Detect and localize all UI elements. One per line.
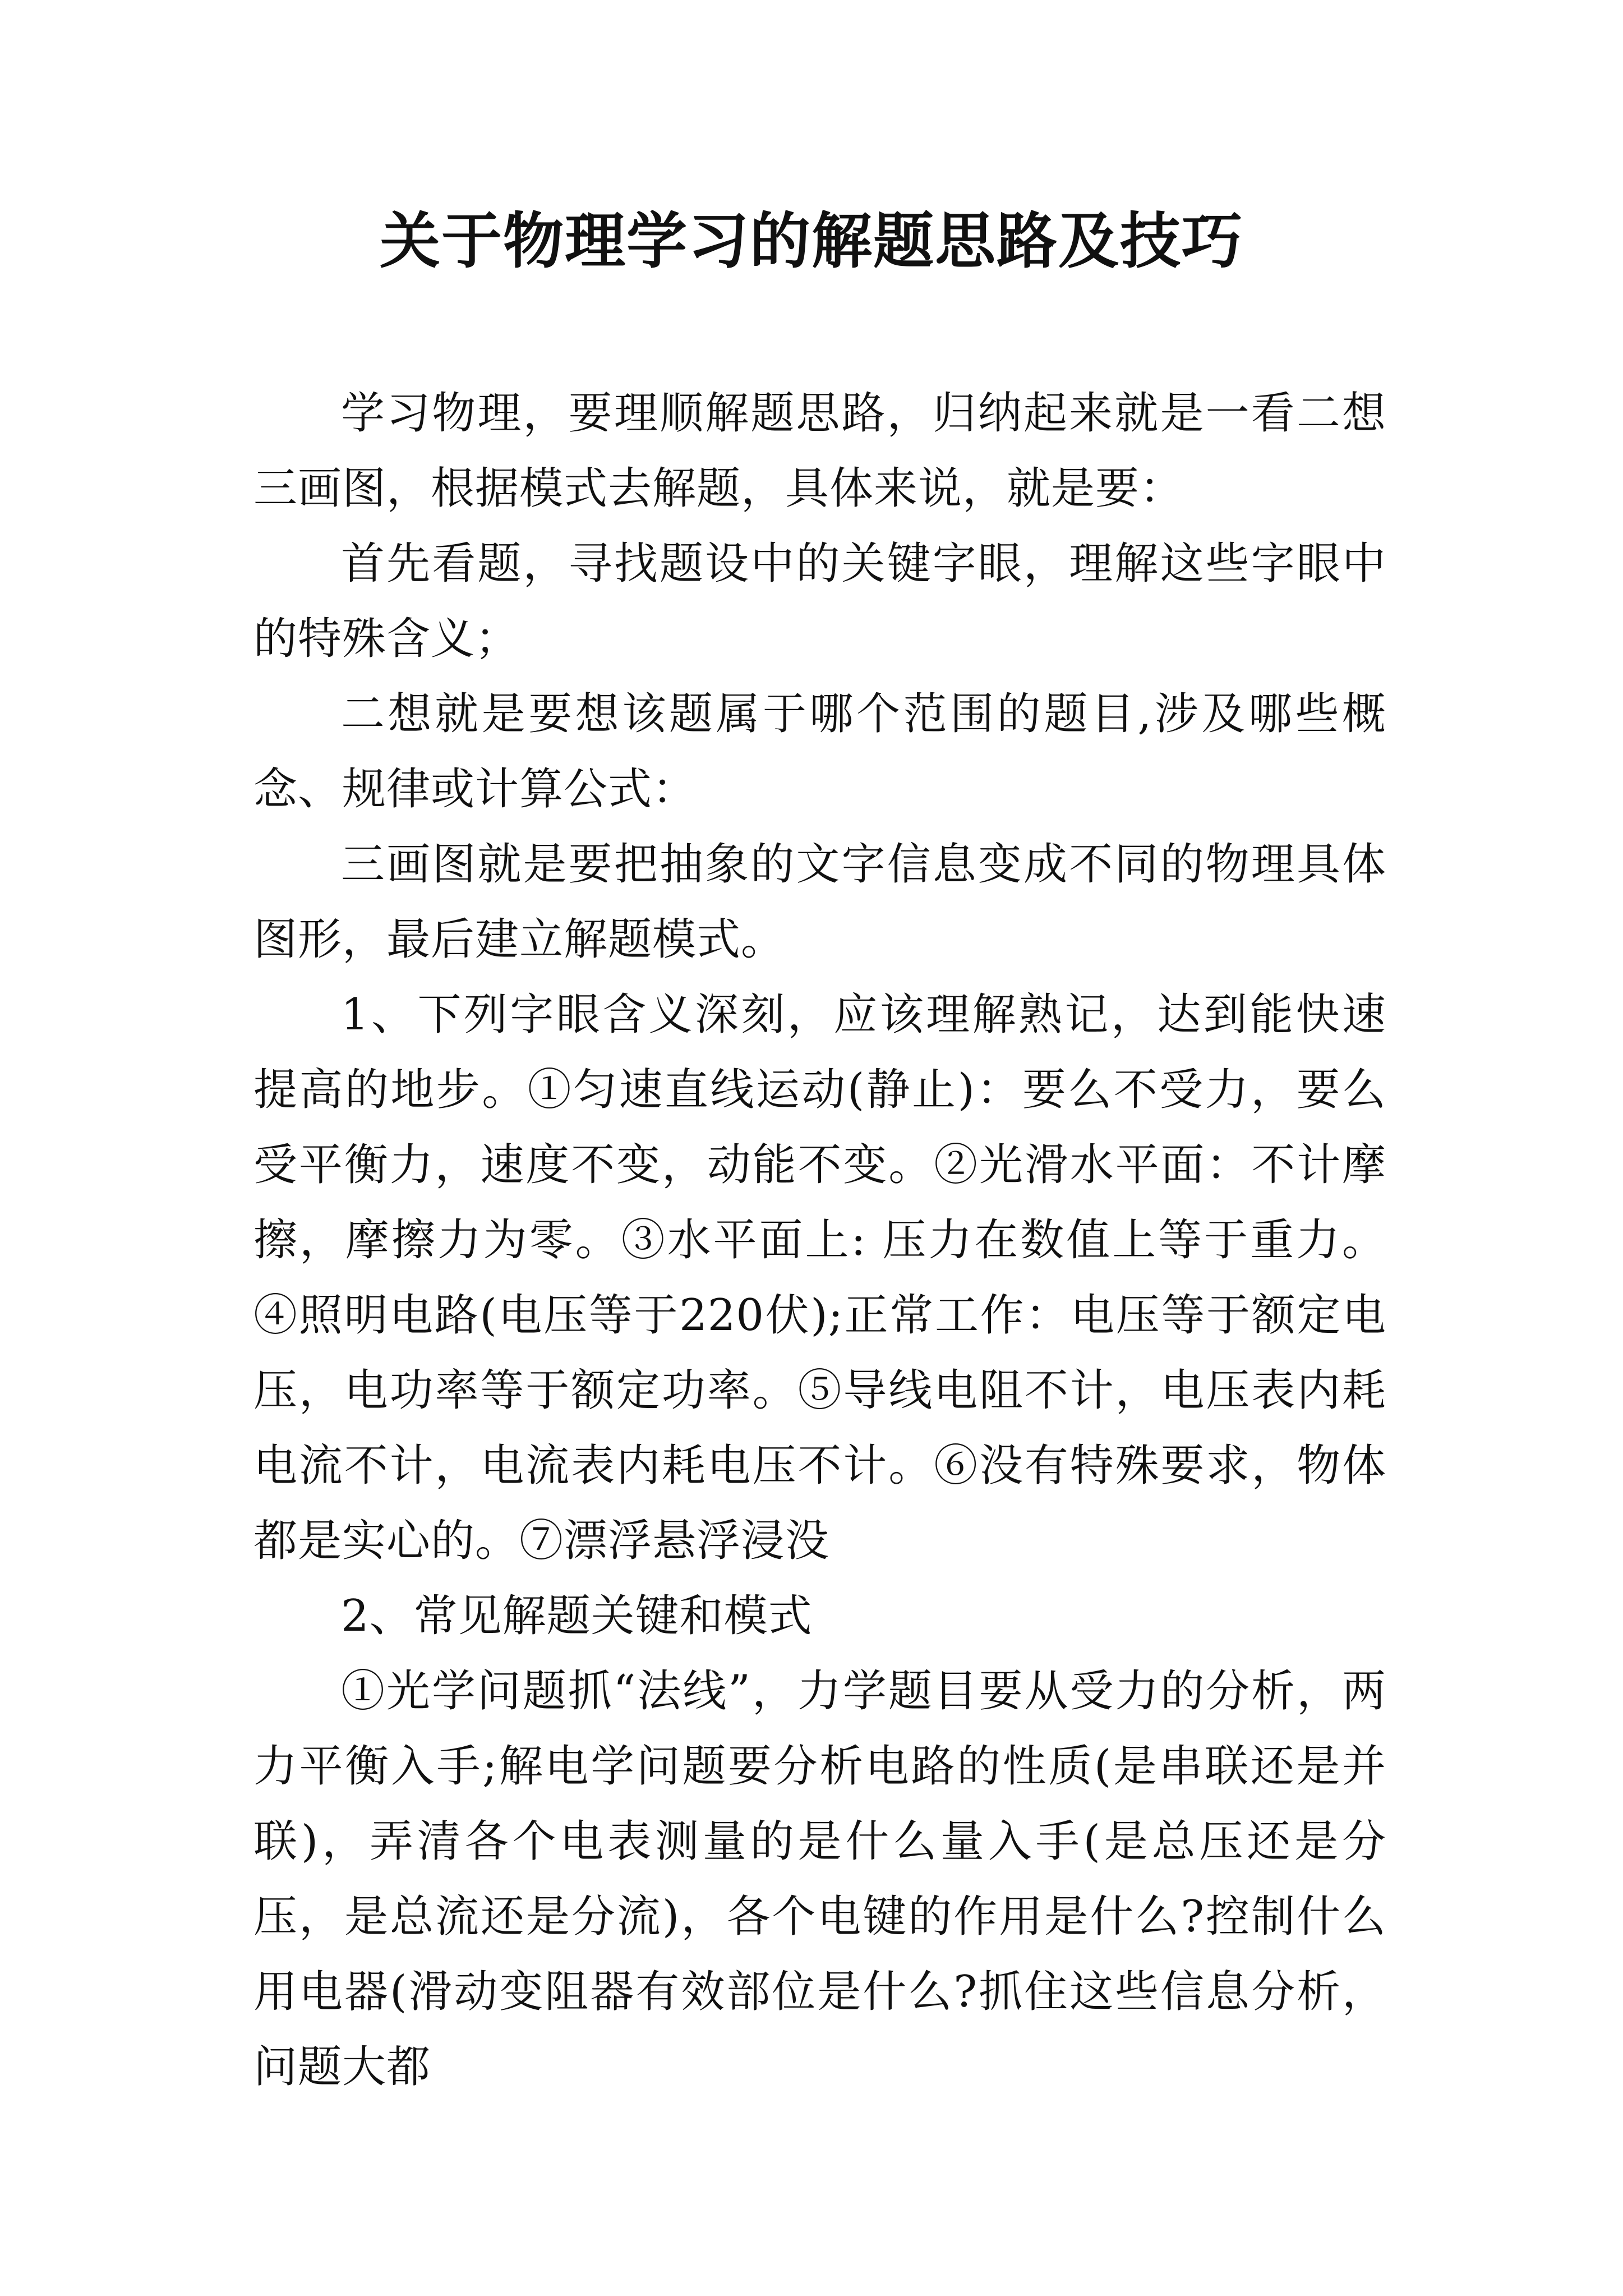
paragraph-step-draw: 三画图就是要把抽象的文字信息变成不同的物理具体图形，最后建立解题模式。 — [253, 839, 1386, 965]
paragraph-section-heading: 2、常见解题关键和模式 — [341, 1591, 813, 1641]
document-body — [253, 376, 1386, 2105]
paragraph-step-look: 首先看题，寻找题设中的关键字眼，理解这些字眼中的特殊含义； — [253, 539, 1386, 664]
paragraph-patterns: ①光学问题抓“法线”，力学题目要从受力的分析，两力平衡入手;解电学问题要分析电路的性质(是串联还是并联)，弄清各个电表测量的是什么量入手(是总压还是分压，是总流还是分流)，各个电键的作用是什么?控制什么用电器(滑动变阻器有效部位是什么?抓住这些信息分析，问题大都 — [253, 1666, 1386, 2092]
paragraph-intro: 学习物理，要理顺解题思路，归纳起来就是一看二想三画图，根据模式去解题，具体来说，就是要： — [253, 388, 1386, 514]
paragraph-step-think: 二想就是要想该题属于哪个范围的题目,涉及哪些概念、规律或计算公式： — [253, 689, 1386, 815]
paragraph-keywords: 1、下列字眼含义深刻，应该理解熟记，达到能快速提高的地步。①匀速直线运动(静止)：要么不受力，要么受平衡力，速度不变，动能不变。②光滑水平面：不计摩擦，摩擦力为零。③水平面上: 压力在数值上等于重力。④照明电路(电压等于220伏);正常工作：电压等于额定电压，电功率等于额定功率。⑤导线电阻不计，电压表内耗电流不计，电流表内耗电压不计。⑥没有特殊要求，物体都是实心的。⑦漂浮悬浮浸没 — [253, 990, 1386, 1566]
document-title: 关于物理学习的解题思路及技巧 — [379, 206, 1243, 277]
